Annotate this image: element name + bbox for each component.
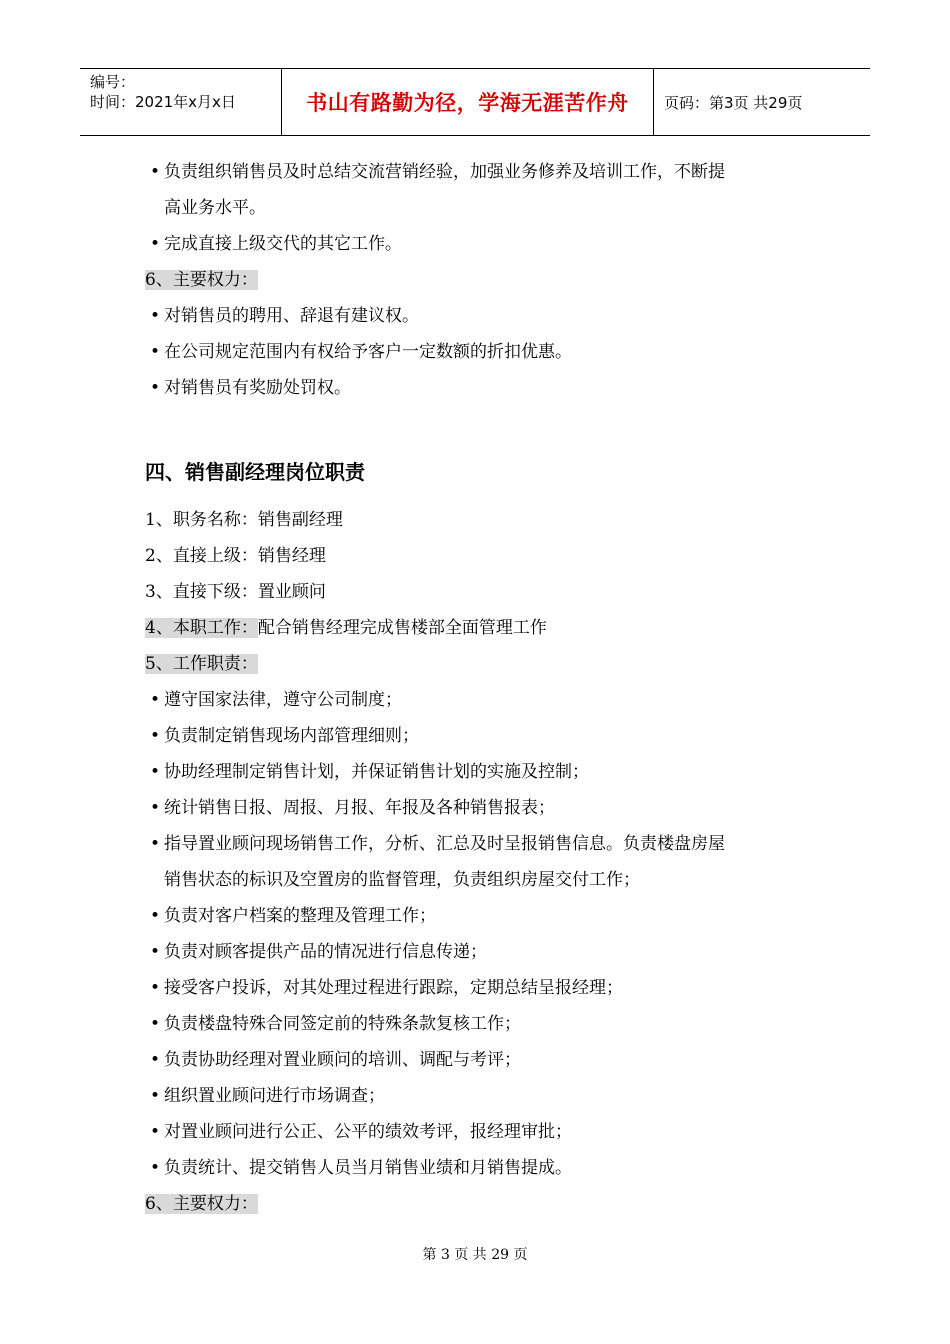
list-item-continuation <box>145 862 825 898</box>
list-item <box>145 718 825 754</box>
bullet-icon: • <box>150 834 161 854</box>
list-item-text: 在公司规定范围内有权给予客户一定数额的折扣优惠。 <box>164 342 572 362</box>
list-item-text: 完成直接上级交代的其它工作。 <box>164 234 402 254</box>
spacer <box>145 406 825 442</box>
document-body <box>145 154 825 1222</box>
list-item-text: 遵守国家法律，遵守公司制度； <box>164 690 402 710</box>
list-item-text: 指导置业顾问现场销售工作，分析、汇总及时呈报销售信息。负责楼盘房屋 <box>164 834 725 854</box>
page-header <box>80 68 870 136</box>
list-item-text: 对销售员的聘用、辞退有建议权。 <box>164 306 419 326</box>
list-item-text: 负责统计、提交销售人员当月销售业绩和月销售提成。 <box>164 1158 572 1178</box>
bullet-icon: • <box>150 306 161 326</box>
work-label: 4、本职工作： <box>145 618 258 638</box>
bullet-icon: • <box>150 978 161 998</box>
page-footer: 第 3 页 共 29 页 <box>422 1247 528 1263</box>
list-item <box>145 970 825 1006</box>
motto-text: 书山有路勤为径，学海无涯苦作舟 <box>306 91 629 115</box>
list-item <box>145 790 825 826</box>
heading-text: 5、工作职责： <box>145 654 258 674</box>
list-item <box>145 226 825 262</box>
list-item <box>145 934 825 970</box>
list-item <box>145 754 825 790</box>
header-motto <box>282 69 654 135</box>
superior-item: 2、直接上级：销售经理 <box>145 546 326 566</box>
bullet-icon: • <box>150 942 161 962</box>
number-label: 编号： <box>90 73 136 91</box>
list-item-text: 高业务水平。 <box>164 198 266 218</box>
bullet-icon: • <box>150 726 161 746</box>
list-item-text: 对置业顾问进行公正、公平的绩效考评，报经理审批； <box>164 1122 572 1142</box>
subordinate-item: 3、直接下级：置业顾问 <box>145 582 326 602</box>
bullet-icon: • <box>150 342 161 362</box>
list-item-text: 负责制定销售现场内部管理细则； <box>164 726 419 746</box>
list-item <box>145 1114 825 1150</box>
bullet-icon: • <box>150 1014 161 1034</box>
list-item-text: 对销售员有奖励处罚权。 <box>164 378 351 398</box>
list-item <box>145 898 825 934</box>
list-item-text: 组织置业顾问进行市场调查； <box>164 1086 385 1106</box>
list-item-text: 统计销售日报、周报、月报、年报及各种销售报表； <box>164 798 555 818</box>
work-text: 配合销售经理完成售楼部全面管理工作 <box>257 618 547 638</box>
list-item-text: 负责对顾客提供产品的情况进行信息传递； <box>164 942 487 962</box>
list-item-text: 接受客户投诉，对其处理过程进行跟踪，定期总结呈报经理； <box>164 978 623 998</box>
list-item <box>145 370 825 406</box>
work-item <box>145 610 825 646</box>
bullet-icon: • <box>150 234 161 254</box>
bullet-icon: • <box>150 1050 161 1070</box>
powers-heading-2 <box>145 1186 825 1222</box>
bullet-icon: • <box>150 906 161 926</box>
bullet-icon: • <box>150 1122 161 1142</box>
list-item <box>145 1042 825 1078</box>
bullet-icon: • <box>150 1158 161 1178</box>
header-meta <box>80 69 282 135</box>
list-item-continuation <box>145 190 825 226</box>
list-item-text: 销售状态的标识及空置房的监督管理，负责组织房屋交付工作； <box>164 870 640 890</box>
list-item-text: 负责组织销售员及时总结交流营销经验，加强业务修养及培训工作，不断提 <box>164 162 725 182</box>
list-item-text: 协助经理制定销售计划，并保证销售计划的实施及控制； <box>164 762 589 782</box>
job-title-item: 1、职务名称：销售副经理 <box>145 510 343 530</box>
powers-heading <box>145 262 825 298</box>
heading-text: 6、主要权力： <box>145 1194 258 1214</box>
list-item <box>145 1006 825 1042</box>
page-label: 页码：第3页 共29页 <box>664 93 803 112</box>
date-label: 时间：2021年x月x日 <box>90 93 236 111</box>
bullet-icon: • <box>150 162 161 182</box>
header-page-info <box>654 69 870 135</box>
bullet-icon: • <box>150 690 161 710</box>
list-item-text: 负责协助经理对置业顾问的培训、调配与考评； <box>164 1050 521 1070</box>
list-item <box>145 826 825 862</box>
list-item <box>145 298 825 334</box>
section-title: 四、销售副经理岗位职责 <box>145 460 365 484</box>
list-item <box>145 334 825 370</box>
bullet-icon: • <box>150 1086 161 1106</box>
list-item <box>145 154 825 190</box>
list-item-text: 负责楼盘特殊合同签定前的特殊条款复核工作； <box>164 1014 521 1034</box>
list-item <box>145 1150 825 1186</box>
list-item <box>145 1078 825 1114</box>
bullet-icon: • <box>150 378 161 398</box>
list-item-text: 负责对客户档案的整理及管理工作； <box>164 906 436 926</box>
bullet-icon: • <box>150 798 161 818</box>
duties-heading <box>145 646 825 682</box>
heading-text: 6、主要权力： <box>145 270 258 290</box>
bullet-icon: • <box>150 762 161 782</box>
list-item <box>145 682 825 718</box>
